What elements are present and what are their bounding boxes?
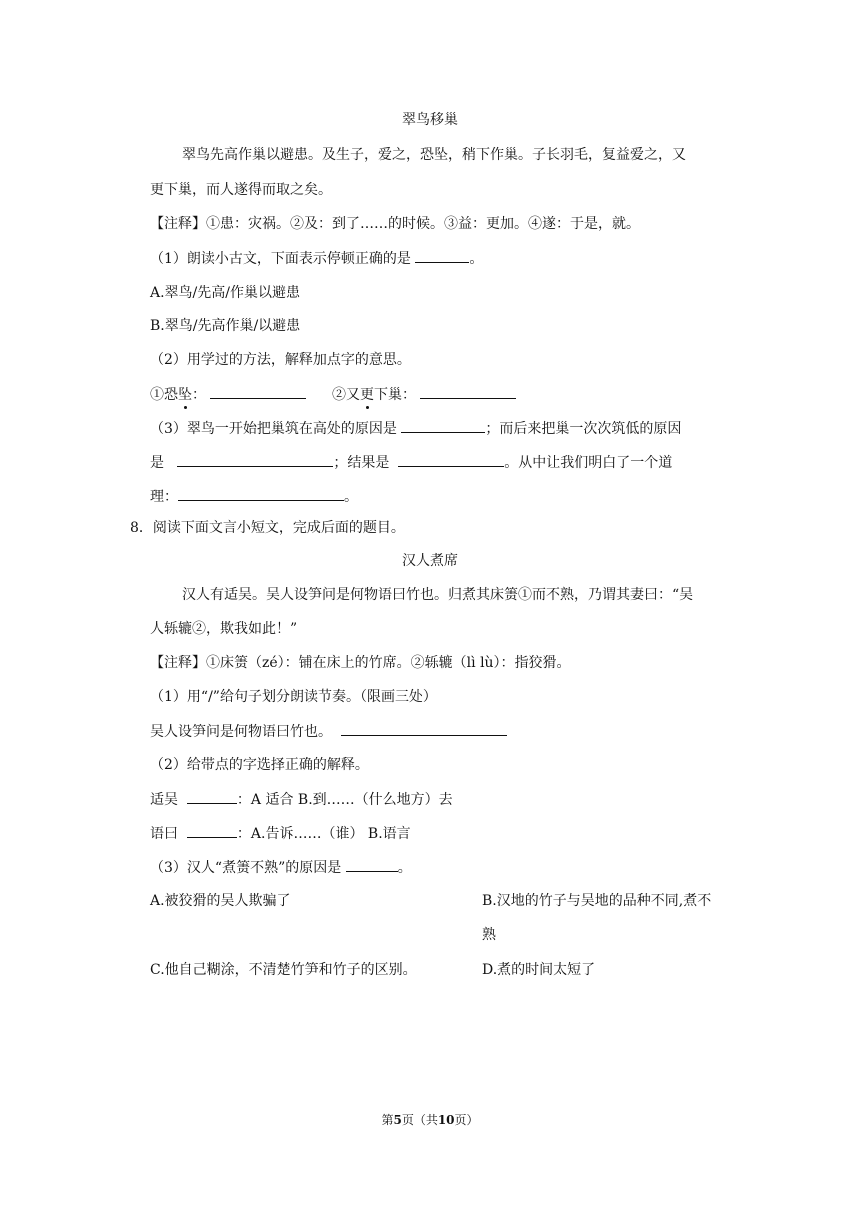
answer-blank[interactable] — [341, 721, 507, 736]
answer-blank[interactable] — [420, 384, 516, 399]
answer-blank[interactable] — [178, 486, 344, 501]
question-text: （2）用学过的方法，解释加点字的意思。 — [150, 352, 411, 368]
answer-blank[interactable] — [401, 418, 485, 433]
question-heading: 8．阅读下面文言小短文，完成后面的题目。 — [130, 520, 405, 536]
passage-text-line: 翠鸟先高作巢以避患。及生子，爱之，恐坠，稍下作巢。子长羽毛，复益爱之，又 — [182, 147, 686, 163]
question-text: （3）汉人“煮箦不熟”的原因是 。 — [150, 857, 412, 878]
question-text: （1）朗读小古文，下面表示停顿正确的是 。 — [150, 248, 483, 269]
dotted-char: 更 — [360, 387, 374, 403]
passage-text-line: 人轹辘②，欺我如此！” — [150, 621, 298, 637]
question-item: 语曰 ：A.告诉……（谁） B.语言 — [150, 823, 411, 844]
question-text: （2）给带点的字选择正确的解释。 — [150, 757, 369, 773]
answer-blank[interactable] — [346, 857, 398, 872]
option-b-continued: 熟 — [482, 927, 496, 943]
annotation-note: 【注释】①患：灾祸。②及：到了……的时候。③益：更加。④遂：于是，就。 — [150, 216, 640, 232]
question-text: 是 ；结果是 。从中让我们明白了一个道 — [150, 452, 672, 473]
option-a: A.被狡猾的吴人欺骗了 — [150, 893, 291, 909]
question-text: （3）翠鸟一开始把巢筑在高处的原因是 ；而后来把巢一次次筑低的原因 — [150, 418, 681, 439]
option-c: C.他自己糊涂，不清楚竹笋和竹子的区别。 — [150, 962, 417, 978]
answer-blank[interactable] — [415, 248, 469, 263]
answer-blank[interactable] — [177, 452, 333, 467]
option-b: B.汉地的竹子与吴地的品种不同,煮不 — [482, 893, 712, 909]
annotation-note: 【注释】①床箦（zé）：铺在床上的竹席。②轹辘（lì lù）：指狡猾。 — [150, 655, 571, 671]
passage-text-line: 汉人有适吴。吴人设笋问是何物语曰竹也。归煮其床箦①而不熟，乃谓其妻曰：“吴 — [182, 587, 694, 603]
passage-text-line: 更下巢，而人遂得而取之矣。 — [150, 182, 332, 198]
page-number: 5 — [393, 1113, 402, 1127]
answer-blank[interactable] — [187, 789, 237, 804]
question-text: 理： 。 — [150, 486, 358, 507]
page-footer: 第5页（共10页） — [381, 1113, 479, 1127]
total-pages: 10 — [437, 1113, 455, 1127]
option-text: A.翠鸟/先高/作巢以避患 — [150, 285, 300, 301]
question-item: 适吴 ：A 适合 B.到……（什么地方）去 — [150, 789, 453, 810]
passage-title: 翠鸟移巢 — [402, 112, 458, 128]
answer-blank[interactable] — [398, 452, 504, 467]
dotted-char: 坠 — [178, 387, 192, 403]
option-d: D.煮的时间太短了 — [482, 962, 596, 978]
option-text: B.翠鸟/先高作巢/以避患 — [150, 318, 301, 334]
question-text: 吴人设笋问是何物语曰竹也。 — [150, 721, 507, 742]
passage-title: 汉人煮席 — [402, 553, 458, 569]
answer-blank[interactable] — [187, 823, 237, 838]
question-item: ①恐坠： — [150, 384, 306, 405]
answer-blank[interactable] — [210, 384, 306, 399]
question-item: ②又更下巢： — [332, 384, 516, 405]
question-text: （1）用“/”给句子划分朗读节奏。（限画三处） — [150, 689, 437, 705]
